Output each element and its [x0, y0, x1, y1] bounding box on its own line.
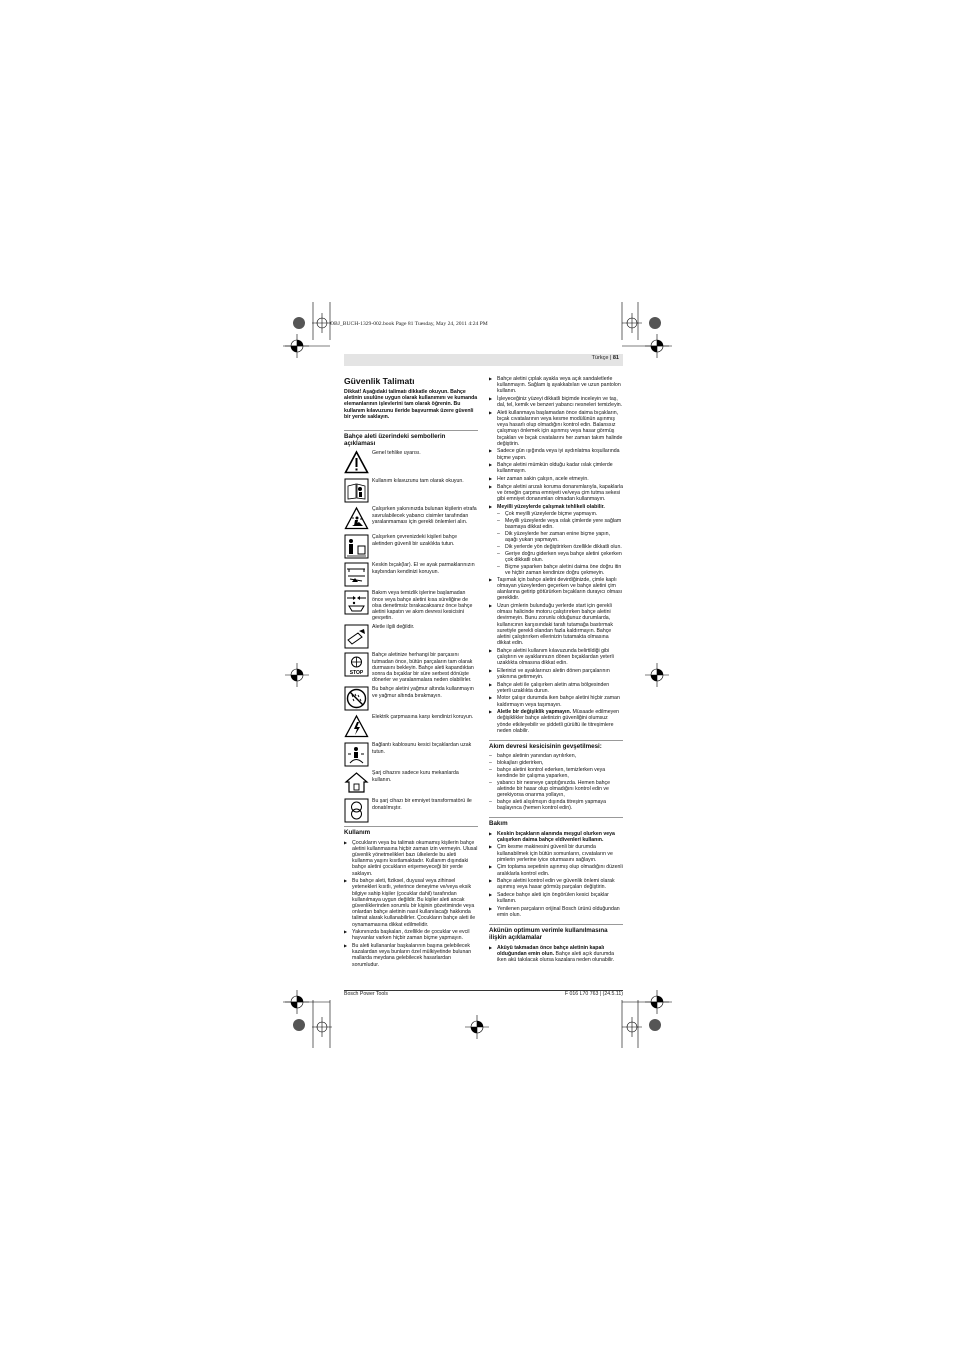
list-item: – bahçe aleti alışılmışın dışında titreşim yapmaya başlayınca (hemen kontrol edin).: [489, 799, 623, 811]
flying-debris-icon: [344, 506, 369, 531]
page-header: [592, 355, 619, 361]
symbol-row: [344, 742, 478, 767]
maintenance-list: [489, 831, 623, 919]
symbol-text: Bağlantı kablosunu kesici bıçaklardan uzak tutun.: [372, 742, 472, 755]
safety-list: [489, 376, 623, 510]
header-language: Türkçe: [591, 355, 609, 361]
battery-bold: Aküyü takmadan önce bahçe aletinin kapalı olduğundan emin olun.: [497, 944, 605, 957]
list-item: – Biçme yaparken bahçe aletini daima öne doğru itin ve hiçbir zaman kendinize doğru çekmeyin.: [489, 564, 623, 576]
symbol-row: [344, 652, 478, 683]
slopes-list: [489, 511, 623, 576]
list-item: ▶ Her zaman sakin çalışın, acele etmeyin.: [489, 476, 623, 482]
keep-distance-icon: [344, 534, 369, 559]
header-separator: |: [608, 355, 613, 361]
list-item: ▶ Bahçe aletini kullanım kılavuzunda belirtildiği gibi çalıştırın ve ayaklarınızın dönen bıçaklardan yeterli uzaklıkta olmasına dikkat edin.: [489, 648, 623, 667]
list-item: ▶ Taşımak için bahçe aletini devirdiğinizde, çimle kaplı olmayan yüzeylerden geçerken ve bahçe aletini çim alanlarına getirip götürürken bıçakların durayıcı olması gereklidir.: [489, 577, 623, 602]
symbol-row: [344, 686, 478, 711]
list-item: [489, 709, 623, 734]
list-item: ▶ Bahçe aletini arızalı koruma donanımlarıyla, kapaklarla ve örneğin çarpma emniyeti ve/veya çim tutma sekesi gibi emniyet donanımları olmadan kullanmayın.: [489, 484, 623, 503]
list-item: ▶ İşleyeceğiniz yüzeyi dikkatli biçimde inceleyin ve taş, dal, tel, kemik ve benzeri yabancı nesneleri temizleyin.: [489, 396, 623, 408]
symbol-text: Genel tehlike uyarısı.: [372, 450, 421, 457]
list-item: – bahçe aletini kontrol ederken, temizlerken veya kendinde bir çalışma yaparken,: [489, 767, 623, 779]
indoor-use-only-icon: [344, 770, 369, 795]
symbol-row: [344, 562, 478, 587]
list-item: ▶ Çim toplama sepetinin aşınmış olup olmadığını düzenli aralıklarla kontrol edin.: [489, 864, 623, 876]
breaker-heading: Akım devresi kesicisinin gevşetilmesi:: [489, 740, 623, 750]
unplug-before-cleaning-icon: [344, 590, 369, 615]
list-item: ▶ Bahçe aletini kontrol edin ve güvenlik önlemi olarak aşınmış veya hasar görmüş parçaları değiştirin.: [489, 878, 623, 890]
maintenance-bold: Keskin bıçakların alanında meşgul olurken veya çalışırken daima bahçe eldivenleri kullanın.: [497, 830, 615, 843]
stop-blades-icon: [344, 652, 369, 677]
symbol-row: [344, 534, 478, 559]
slopes-label: Meyilli yüzeylerde çalışmak tehlikeli olabilir.: [497, 503, 605, 510]
list-item: ▶ Aleti kullanmaya başlamadan önce daima bıçakların, bıçak cıvatalarının veya kesme modülünün aşınmış veya hasarlı olup olmadığını kontrol edin. Balanssız çalışmayı önlemek için aşınmış veya hasar görmüş bıçakları ve bıçak cıvatalarını her zaman takım halinde değiştirin.: [489, 410, 623, 447]
symbol-text: Şarj cihazını sadece kuru mekanlarda kullanın.: [372, 770, 459, 783]
warning-triangle-icon: [344, 450, 369, 475]
list-item: ▶ Çocukların veya bu talimatı okumamış kişilerin bahçe aletini kullanmasına hiçbir zaman izin vermeyin. Ulusal güvenlik yönetmelikleri bazı ülkelerde bu aleti kullanma yaşını kısıtlamaktadır. Kullanım dışındaki bahçe aletini çocukların erişemeyeceği bir yerde saklayın.: [344, 840, 478, 877]
usage-heading: Kullanım: [344, 826, 478, 836]
list-item: – blokajları giderirken,: [489, 760, 623, 766]
symbol-row: [344, 590, 478, 621]
list-item: ▶ Yakınınızda başkaları, özellikle de çocuklar ve evcil hayvanlar varken hiçbir zaman biçme yapmayın.: [344, 929, 478, 941]
list-item: ▶ Bahçe aletini çıplak ayakla veya açık sandaletlerle kullanmayın. Sağlam iş ayakkabıları ve uzun pantolon kullanın.: [489, 376, 623, 395]
symbol-text: Keskin bıçak(lar). El ve ayak parmaklarınızın kaybından kendinizi koruyun.: [372, 562, 475, 575]
symbol-row: [344, 798, 478, 823]
breaker-list: [489, 753, 623, 811]
list-item: ▶ Bu aleti kullananlar başkalarının başına gelebilecek kazalardan veya bunların özel mülkiyetinde bulunan mallarda meydana gelebilecek hasarlardan sorumludur.: [344, 943, 478, 968]
symbol-text: Kullanım kılavuzunu tam olarak okuyun.: [372, 478, 464, 485]
battery-list: [489, 945, 623, 964]
battery-text: Bahçe aleti açık durumda iken akü takılacak olursa kazalara neden olunabilir.: [497, 950, 615, 964]
list-item: – Dik yerlerde yön değiştirirken özellikle dikkatli olun.: [489, 544, 623, 550]
symbol-text: Çalışırken çevrenizdeki kişileri bahçe aletinden güvenli bir uzaklıkta tutun.: [372, 534, 458, 547]
read-manual-icon: [344, 478, 369, 503]
symbol-row: [344, 450, 478, 475]
list-item: – Dik yüzeylerde her zaman eninе biçme yapın, aşağı yukarı yapmayın.: [489, 531, 623, 543]
symbol-row: [344, 770, 478, 795]
symbol-text: Bahçe aletinize herhangi bir parçasını tutmadan önce, bütün parçaların tam olarak durmasını bekleyin. Bahçe aleti kapandıktan sonra da bıçaklar bir süre serbest dönüşte dönerler ve yaralanmalara neden olabilirler.: [372, 652, 474, 684]
list-item: – Çok meyilli yüzeylerde biçme yapmayın.: [489, 511, 623, 517]
footer-right: F 016 L70 763 | (24.5.11): [564, 991, 623, 997]
cable-away-from-blades-icon: [344, 742, 369, 767]
no-modify-bold: Aletle bir değişiklik yapmayın.: [497, 709, 572, 716]
symbol-text: Çalışırken yakınınızda bulunan kişilerin etrafa savrulabilecek yabancı cisimler tarafından yaralanmaması için gerekli önlemleri alın.: [372, 506, 477, 525]
left-column: [344, 376, 478, 969]
list-item: ▶ Bahçe aleti ile çalışırken aletin atma bölgesinden yeterli uzaklıkta durun.: [489, 682, 623, 694]
safety-list-2: [489, 577, 623, 734]
page-header-bar: [344, 354, 623, 366]
no-modify-text: Müsaade edilmeyen değişiklikler bahçe aletinizin güvenliğini olumsuz yönde etkileyebilir ve şiddetli gürültü ile titreşimlere neden olabilir.: [497, 709, 619, 734]
symbol-text: Bakım veya temizlik işlerine başlamadan önce veya bahçe aletini kısa süreliğine de olsa denetimsiz bırakacaksanız önce bahçe aletini kapatın ve akım devresi kesicisini gevşetin.: [372, 590, 473, 622]
list-item: ▶ Bu bahçe aleti, fiziksel, duyusal veya zihinsel yetenekleri kısıtlı, yeterince deneyime ve/veya eksik bilgiye sahip kişiler (çocuklar dahil) tarafından kullanılmaya uygun değildir. Bu kişiler aleti ancak güvenliklerinden sorumlu bir kişinin gözetiminde veya onlardan bahçe aletinin nasıl kullanılacağı hakkında talimat alarak kullanabilirler. Çocukların bahçe aleti ile oynamamasına dikkat edilmelidir.: [344, 878, 478, 928]
not-relevant-icon: [344, 624, 369, 649]
symbol-row: [344, 506, 478, 531]
usage-list: [344, 840, 478, 968]
section-title: Güvenlik Talimatı: [344, 376, 415, 386]
list-item: ▶ Uzun çimlerin bulunduğu yerlerde start için gerekli olması halicinde motoru çalıştırırken bahçe aletini devirmeyin. Bunu zorunlu olduğunuz durumlarda, kullanıcının karşısındaki tarafı tutamağa bastırmak suretiyle gerekli olandan fazla kaldırmayın. Bahçe aletini çalıştırırken ellerinizin tutamakta olmasına dikkat edin.: [489, 603, 623, 646]
intro-text: Dikkat! Aşağıdaki talimatı dikkatle okuyun. Bahçe aletinin usulüne uygun olarak kullanımını ve kumanda elemanlarının işlevlerini tam olarak öğrenin. Bu kullanım kılavuzunu ileride başvurmak üzere güvenli bir yerde saklayın.: [344, 389, 478, 420]
symbol-row: [344, 714, 478, 739]
symbol-row: [344, 478, 478, 503]
footer-left: Bosch Power Tools: [344, 991, 389, 997]
safety-transformer-icon: [344, 798, 369, 823]
list-item: ▶ Bahçe aletini mümkün olduğu kadar ıslak çimlerde kullanmayın.: [489, 462, 623, 474]
symbol-text: Bu şarj cihazı bir emniyet transformatörü ile donatılmıştır.: [372, 798, 472, 811]
list-item: ▶ Yenilenen parçaların orijinal Bosch ürünü olduğundan emin olun.: [489, 906, 623, 918]
list-item: ▶ Çim kesme makinesini güvenli bir durumda kullanabilmek için bütün somunların, cıvataların ve pimlerin yerlerine iyice oturmasını sağlayın.: [489, 844, 623, 863]
symbol-row: [344, 624, 478, 649]
list-item: – yabancı bir nesneye çarptığınızda. Hemen bahçe aletinde bir hasar olup olmadığını kontrol edin ve gerekiyorsa onarıma yollayın,: [489, 780, 623, 799]
print-slug: OBJ_BUCH-1329-002.book Page 81 Tuesday, May 24, 2011 4:24 PM: [330, 321, 488, 327]
maintenance-heading: Bakım: [489, 817, 623, 827]
symbol-text: Bu bahçe aletini yağmur altında kullanmayın ve yağmur altında bırakmayın.: [372, 686, 474, 699]
sharp-blades-icon: [344, 562, 369, 587]
list-item: ▶ Motor çalışır durumda iken bahçe aletini hiçbir zaman kaldırmayın veya taşımayın.: [489, 695, 623, 707]
list-item: – Meyilli yüzeylerde veya ıslak çimlerde yere sağlam basmaya dikkat edin.: [489, 518, 623, 530]
no-rain-icon: [344, 686, 369, 711]
symbol-text: Aletle ilgili değildir.: [372, 624, 415, 631]
right-column: [489, 376, 623, 965]
symbols-heading: Bahçe aleti üzerindeki sembollerin açıklaması: [344, 430, 478, 447]
symbol-text: Elektrik çarpmasına karşı kendinizi koruyun.: [372, 714, 474, 721]
list-item: ▶ Sadece gün ışığında veya iyi aydınlatma koşullarında biçme yapın.: [489, 448, 623, 460]
electric-shock-icon: [344, 714, 369, 739]
list-item: ▶ Sadece bahçe aleti için öngörülen kesici bıçaklar kullanın.: [489, 892, 623, 904]
list-item: [489, 831, 623, 843]
list-item: – bahçe aletinin yanından ayrılırken,: [489, 753, 623, 759]
list-item: [489, 504, 623, 510]
symbols-list: [344, 450, 478, 823]
list-item: ▶ Ellerinizi ve ayaklarınızı aletin dönen parçalarının yakınına getirmeyin.: [489, 668, 623, 680]
page-number: 81: [612, 355, 619, 361]
list-item: [489, 945, 623, 964]
battery-heading: Akünün optimum verimle kullanılmasına ilişkin açıklamalar: [489, 924, 623, 941]
svg-text:STOP: STOP: [349, 670, 364, 677]
list-item: – Geriye doğru giderken veya bahçe aletini çekerken çok dikkatli olun.: [489, 551, 623, 563]
